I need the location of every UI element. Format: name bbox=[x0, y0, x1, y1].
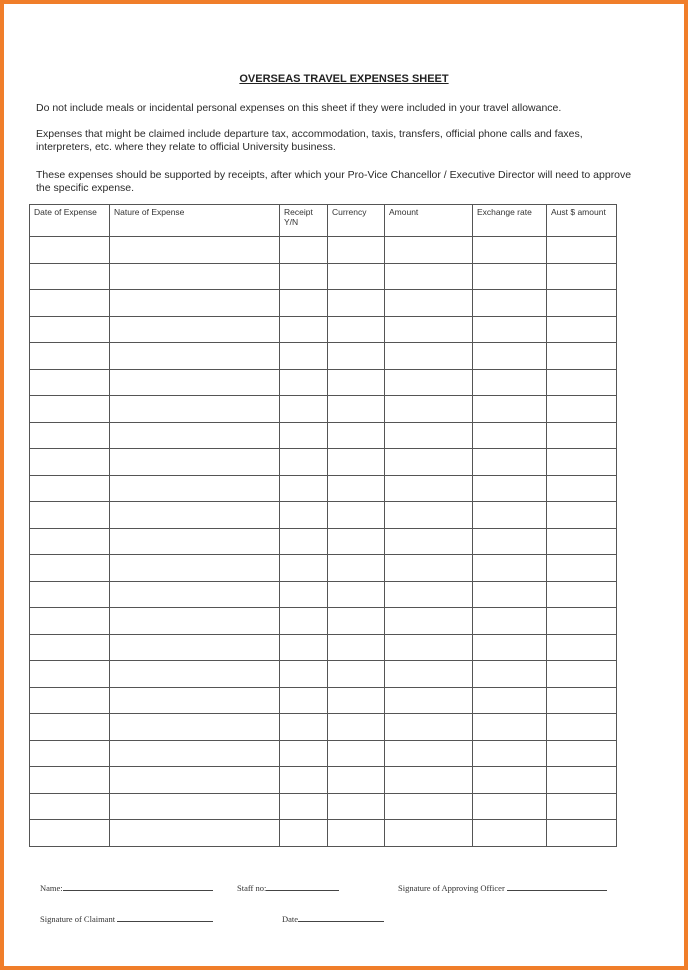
cell-currency[interactable] bbox=[328, 634, 385, 661]
cell-amount[interactable] bbox=[385, 608, 473, 635]
cell-date[interactable] bbox=[30, 343, 110, 370]
cell-receipt[interactable] bbox=[280, 369, 328, 396]
cell-receipt[interactable] bbox=[280, 793, 328, 820]
cell-receipt[interactable] bbox=[280, 661, 328, 688]
cell-date[interactable] bbox=[30, 528, 110, 555]
cell-exchange-rate[interactable] bbox=[473, 263, 547, 290]
cell-aud-amount[interactable] bbox=[547, 290, 617, 317]
cell-currency[interactable] bbox=[328, 237, 385, 264]
column-header-amount: Amount bbox=[385, 205, 473, 237]
cell-receipt[interactable] bbox=[280, 528, 328, 555]
cell-receipt[interactable] bbox=[280, 714, 328, 741]
cell-nature[interactable] bbox=[110, 449, 280, 476]
cell-exchange-rate[interactable] bbox=[473, 316, 547, 343]
cell-nature[interactable] bbox=[110, 581, 280, 608]
approving-officer-signature-field[interactable] bbox=[398, 882, 607, 893]
cell-nature[interactable] bbox=[110, 263, 280, 290]
column-header-currency: Currency bbox=[328, 205, 385, 237]
cell-currency[interactable] bbox=[328, 422, 385, 449]
cell-currency[interactable] bbox=[328, 661, 385, 688]
table-row bbox=[30, 767, 617, 794]
cell-date[interactable] bbox=[30, 422, 110, 449]
page-title: OVERSEAS TRAVEL EXPENSES SHEET bbox=[239, 73, 449, 85]
cell-receipt[interactable] bbox=[280, 502, 328, 529]
cell-exchange-rate[interactable] bbox=[473, 449, 547, 476]
cell-currency[interactable] bbox=[328, 714, 385, 741]
cell-date[interactable] bbox=[30, 263, 110, 290]
cell-exchange-rate[interactable] bbox=[473, 396, 547, 423]
table-row bbox=[30, 263, 617, 290]
cell-aud-amount[interactable] bbox=[547, 608, 617, 635]
cell-aud-amount[interactable] bbox=[547, 237, 617, 264]
cell-exchange-rate[interactable] bbox=[473, 475, 547, 502]
cell-exchange-rate[interactable] bbox=[473, 634, 547, 661]
cell-nature[interactable] bbox=[110, 820, 280, 847]
name-field[interactable] bbox=[40, 882, 213, 893]
cell-nature[interactable] bbox=[110, 396, 280, 423]
cell-amount[interactable] bbox=[385, 237, 473, 264]
cell-date[interactable] bbox=[30, 290, 110, 317]
cell-receipt[interactable] bbox=[280, 740, 328, 767]
cell-nature[interactable] bbox=[110, 661, 280, 688]
cell-date[interactable] bbox=[30, 634, 110, 661]
table-row bbox=[30, 502, 617, 529]
date-label: Date bbox=[282, 914, 299, 924]
table-row bbox=[30, 475, 617, 502]
cell-nature[interactable] bbox=[110, 528, 280, 555]
staff-no-field[interactable] bbox=[237, 882, 339, 893]
cell-exchange-rate[interactable] bbox=[473, 767, 547, 794]
name-line[interactable] bbox=[63, 882, 213, 891]
cell-receipt[interactable] bbox=[280, 687, 328, 714]
cell-date[interactable] bbox=[30, 661, 110, 688]
cell-nature[interactable] bbox=[110, 767, 280, 794]
instruction-paragraph-claimable: Expenses that might be claimed include departure tax, accommodation, taxis, transfers, official phone calls and faxes, interpreters, etc. where they relate to official University business. bbox=[36, 128, 583, 153]
cell-currency[interactable] bbox=[328, 608, 385, 635]
table-row bbox=[30, 237, 617, 264]
cell-nature[interactable] bbox=[110, 422, 280, 449]
table-row bbox=[30, 793, 617, 820]
cell-amount[interactable] bbox=[385, 555, 473, 582]
cell-exchange-rate[interactable] bbox=[473, 661, 547, 688]
cell-aud-amount[interactable] bbox=[547, 767, 617, 794]
cell-currency[interactable] bbox=[328, 740, 385, 767]
cell-exchange-rate[interactable] bbox=[473, 608, 547, 635]
cell-aud-amount[interactable] bbox=[547, 634, 617, 661]
cell-receipt[interactable] bbox=[280, 316, 328, 343]
cell-date[interactable] bbox=[30, 714, 110, 741]
cell-aud-amount[interactable] bbox=[547, 661, 617, 688]
date-line[interactable] bbox=[298, 913, 384, 922]
cell-amount[interactable] bbox=[385, 422, 473, 449]
cell-exchange-rate[interactable] bbox=[473, 237, 547, 264]
cell-date[interactable] bbox=[30, 608, 110, 635]
cell-amount[interactable] bbox=[385, 793, 473, 820]
cell-currency[interactable] bbox=[328, 820, 385, 847]
cell-date[interactable] bbox=[30, 237, 110, 264]
cell-receipt[interactable] bbox=[280, 555, 328, 582]
cell-nature[interactable] bbox=[110, 714, 280, 741]
cell-currency[interactable] bbox=[328, 396, 385, 423]
table-row bbox=[30, 661, 617, 688]
claimant-label: Signature of Claimant bbox=[40, 914, 116, 924]
cell-receipt[interactable] bbox=[280, 581, 328, 608]
cell-currency[interactable] bbox=[328, 263, 385, 290]
cell-amount[interactable] bbox=[385, 767, 473, 794]
cell-exchange-rate[interactable] bbox=[473, 687, 547, 714]
cell-currency[interactable] bbox=[328, 767, 385, 794]
cell-receipt[interactable] bbox=[280, 475, 328, 502]
instruction-paragraph-receipts: These expenses should be supported by receipts, after which your Pro-Vice Chancellor / Executive Director will need to approve the specific expense. bbox=[36, 169, 632, 194]
cell-currency[interactable] bbox=[328, 290, 385, 317]
staff-no-label: Staff no: bbox=[237, 883, 267, 893]
table-header-row bbox=[30, 205, 617, 237]
cell-receipt[interactable] bbox=[280, 422, 328, 449]
column-header-exchange-rate: Exchange rate bbox=[473, 205, 547, 237]
cell-receipt[interactable] bbox=[280, 396, 328, 423]
cell-currency[interactable] bbox=[328, 581, 385, 608]
cell-amount[interactable] bbox=[385, 581, 473, 608]
approving-officer-line[interactable] bbox=[507, 882, 607, 891]
cell-amount[interactable] bbox=[385, 396, 473, 423]
cell-aud-amount[interactable] bbox=[547, 714, 617, 741]
table-row bbox=[30, 343, 617, 370]
cell-aud-amount[interactable] bbox=[547, 369, 617, 396]
cell-aud-amount[interactable] bbox=[547, 820, 617, 847]
cell-exchange-rate[interactable] bbox=[473, 290, 547, 317]
column-header-receipt: Receipt Y/N bbox=[280, 205, 328, 237]
cell-exchange-rate[interactable] bbox=[473, 740, 547, 767]
cell-receipt[interactable] bbox=[280, 290, 328, 317]
table-row bbox=[30, 740, 617, 767]
cell-aud-amount[interactable] bbox=[547, 316, 617, 343]
cell-amount[interactable] bbox=[385, 316, 473, 343]
table-row bbox=[30, 714, 617, 741]
column-header-nature: Nature of Expense bbox=[110, 205, 280, 237]
cell-amount[interactable] bbox=[385, 449, 473, 476]
cell-exchange-rate[interactable] bbox=[473, 714, 547, 741]
cell-receipt[interactable] bbox=[280, 263, 328, 290]
cell-aud-amount[interactable] bbox=[547, 422, 617, 449]
cell-currency[interactable] bbox=[328, 502, 385, 529]
cell-aud-amount[interactable] bbox=[547, 687, 617, 714]
cell-receipt[interactable] bbox=[280, 767, 328, 794]
table-row bbox=[30, 396, 617, 423]
name-label: Name: bbox=[40, 883, 63, 893]
table-row bbox=[30, 369, 617, 396]
cell-date[interactable] bbox=[30, 449, 110, 476]
cell-date[interactable] bbox=[30, 581, 110, 608]
cell-date[interactable] bbox=[30, 316, 110, 343]
cell-aud-amount[interactable] bbox=[547, 528, 617, 555]
cell-nature[interactable] bbox=[110, 634, 280, 661]
date-field[interactable] bbox=[282, 913, 384, 924]
cell-exchange-rate[interactable] bbox=[473, 555, 547, 582]
cell-currency[interactable] bbox=[328, 687, 385, 714]
cell-date[interactable] bbox=[30, 369, 110, 396]
cell-aud-amount[interactable] bbox=[547, 263, 617, 290]
cell-amount[interactable] bbox=[385, 369, 473, 396]
cell-nature[interactable] bbox=[110, 687, 280, 714]
cell-amount[interactable] bbox=[385, 263, 473, 290]
cell-exchange-rate[interactable] bbox=[473, 820, 547, 847]
cell-currency[interactable] bbox=[328, 316, 385, 343]
cell-nature[interactable] bbox=[110, 608, 280, 635]
cell-currency[interactable] bbox=[328, 449, 385, 476]
cell-receipt[interactable] bbox=[280, 237, 328, 264]
cell-amount[interactable] bbox=[385, 502, 473, 529]
instruction-paragraph-meals: Do not include meals or incidental personal expenses on this sheet if they were included in your travel allowance. bbox=[36, 102, 562, 114]
cell-amount[interactable] bbox=[385, 687, 473, 714]
cell-amount[interactable] bbox=[385, 740, 473, 767]
cell-date[interactable] bbox=[30, 396, 110, 423]
cell-nature[interactable] bbox=[110, 475, 280, 502]
cell-nature[interactable] bbox=[110, 502, 280, 529]
table-row bbox=[30, 422, 617, 449]
cell-currency[interactable] bbox=[328, 475, 385, 502]
cell-nature[interactable] bbox=[110, 316, 280, 343]
table-row bbox=[30, 820, 617, 847]
claimant-line[interactable] bbox=[117, 913, 213, 922]
cell-nature[interactable] bbox=[110, 290, 280, 317]
column-header-date: Date of Expense bbox=[30, 205, 110, 237]
cell-aud-amount[interactable] bbox=[547, 555, 617, 582]
expenses-table bbox=[29, 204, 617, 847]
cell-nature[interactable] bbox=[110, 793, 280, 820]
cell-receipt[interactable] bbox=[280, 449, 328, 476]
table-row bbox=[30, 634, 617, 661]
cell-exchange-rate[interactable] bbox=[473, 581, 547, 608]
cell-currency[interactable] bbox=[328, 793, 385, 820]
cell-amount[interactable] bbox=[385, 634, 473, 661]
cell-currency[interactable] bbox=[328, 528, 385, 555]
cell-date[interactable] bbox=[30, 555, 110, 582]
cell-receipt[interactable] bbox=[280, 634, 328, 661]
cell-amount[interactable] bbox=[385, 475, 473, 502]
cell-date[interactable] bbox=[30, 740, 110, 767]
cell-exchange-rate[interactable] bbox=[473, 422, 547, 449]
cell-aud-amount[interactable] bbox=[547, 740, 617, 767]
cell-aud-amount[interactable] bbox=[547, 396, 617, 423]
cell-currency[interactable] bbox=[328, 555, 385, 582]
cell-receipt[interactable] bbox=[280, 608, 328, 635]
cell-amount[interactable] bbox=[385, 290, 473, 317]
cell-date[interactable] bbox=[30, 502, 110, 529]
cell-nature[interactable] bbox=[110, 369, 280, 396]
table-row bbox=[30, 290, 617, 317]
cell-aud-amount[interactable] bbox=[547, 449, 617, 476]
cell-aud-amount[interactable] bbox=[547, 502, 617, 529]
cell-receipt[interactable] bbox=[280, 343, 328, 370]
cell-exchange-rate[interactable] bbox=[473, 343, 547, 370]
cell-date[interactable] bbox=[30, 793, 110, 820]
cell-aud-amount[interactable] bbox=[547, 343, 617, 370]
table-row bbox=[30, 528, 617, 555]
cell-currency[interactable] bbox=[328, 369, 385, 396]
cell-currency[interactable] bbox=[328, 343, 385, 370]
cell-date[interactable] bbox=[30, 820, 110, 847]
table-row bbox=[30, 608, 617, 635]
cell-exchange-rate[interactable] bbox=[473, 369, 547, 396]
claimant-signature-field[interactable] bbox=[40, 913, 213, 924]
cell-exchange-rate[interactable] bbox=[473, 528, 547, 555]
cell-nature[interactable] bbox=[110, 740, 280, 767]
cell-date[interactable] bbox=[30, 767, 110, 794]
cell-amount[interactable] bbox=[385, 528, 473, 555]
table-row bbox=[30, 555, 617, 582]
cell-nature[interactable] bbox=[110, 237, 280, 264]
cell-aud-amount[interactable] bbox=[547, 581, 617, 608]
table-row bbox=[30, 581, 617, 608]
column-header-aud-amount: Aust $ amount bbox=[547, 205, 617, 237]
cell-exchange-rate[interactable] bbox=[473, 793, 547, 820]
cell-nature[interactable] bbox=[110, 555, 280, 582]
cell-exchange-rate[interactable] bbox=[473, 502, 547, 529]
staff-no-line[interactable] bbox=[266, 882, 339, 891]
cell-amount[interactable] bbox=[385, 661, 473, 688]
approving-officer-label: Signature of Approving Officer bbox=[398, 883, 505, 893]
cell-nature[interactable] bbox=[110, 343, 280, 370]
table-row bbox=[30, 316, 617, 343]
cell-amount[interactable] bbox=[385, 820, 473, 847]
table-row bbox=[30, 449, 617, 476]
cell-aud-amount[interactable] bbox=[547, 793, 617, 820]
cell-date[interactable] bbox=[30, 475, 110, 502]
cell-aud-amount[interactable] bbox=[547, 475, 617, 502]
cell-receipt[interactable] bbox=[280, 820, 328, 847]
cell-date[interactable] bbox=[30, 687, 110, 714]
cell-amount[interactable] bbox=[385, 343, 473, 370]
table-row bbox=[30, 687, 617, 714]
cell-amount[interactable] bbox=[385, 714, 473, 741]
